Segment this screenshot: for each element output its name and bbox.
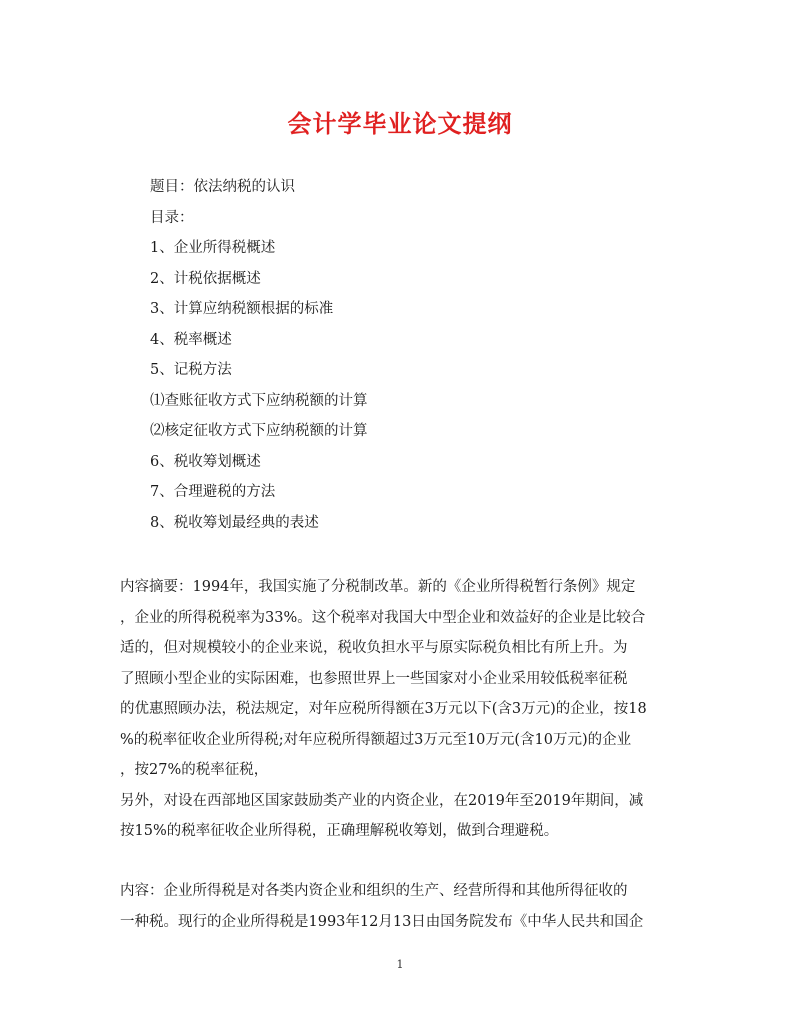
abstract-line: 了照顾小型企业的实际困难，也参照世界上一些国家对小企业采用较低税率征税 — [120, 670, 628, 687]
abstract-line: %的税率征收企业所得税;对年应税所得额超过3万元至10万元(含10万元)的企业 — [120, 731, 632, 748]
outline-item: 题目：依法纳税的认识 — [150, 179, 295, 195]
outline-item: 4、税率概述 — [150, 331, 232, 348]
abstract-line: ，按27%的税率征税， — [120, 762, 269, 778]
content-line: 内容：企业所得税是对各类内资企业和组织的生产、经营所得和其他所得征收的 — [120, 883, 628, 899]
abstract-paragraph — [120, 576, 680, 851]
outline-item: 8、税收筹划最经典的表述 — [150, 514, 319, 531]
outline-list — [150, 176, 368, 542]
abstract-line: 按15%的税率征收企业所得税，正确理解税收筹划，做到合理避税。 — [120, 823, 559, 839]
page-number: 1 — [396, 958, 404, 971]
content-line: 一种税。现行的企业所得税是1993年12月13日由国务院发布《中华人民共和国企 — [120, 913, 644, 930]
outline-item: ⑴查账征收方式下应纳税额的计算 — [150, 392, 368, 409]
content-paragraph — [120, 880, 680, 941]
document-title: 会计学毕业论文提纲 — [287, 109, 513, 138]
outline-item: 2、计税依据概述 — [150, 270, 261, 287]
abstract-line: 另外，对设在西部地区国家鼓励类产业的内资企业，在2019年至2019年期间，减 — [120, 792, 644, 809]
abstract-line: 内容摘要：1994年，我国实施了分税制改革。新的《企业所得税暂行条例》规定 — [120, 579, 636, 595]
outline-item: ⑵核定征收方式下应纳税额的计算 — [150, 423, 368, 439]
outline-item: 3、计算应纳税额根据的标准 — [150, 301, 334, 317]
outline-item: 目录： — [150, 209, 194, 226]
outline-item: 5、记税方法 — [150, 362, 232, 378]
outline-item: 7、合理避税的方法 — [150, 484, 276, 500]
abstract-line: ，企业的所得税税率为33%。这个税率对我国大中型企业和效益好的企业是比较合 — [120, 609, 646, 626]
abstract-line: 的优惠照顾办法，税法规定，对年应税所得额在3万元以下(含3万元)的企业，按18 — [120, 701, 647, 717]
abstract-line: 适的，但对规模较小的企业来说，税收负担水平与原实际税负相比有所上升。为 — [120, 640, 628, 656]
outline-item: 1、企业所得税概述 — [150, 240, 276, 256]
outline-item: 6、税收筹划概述 — [150, 453, 261, 470]
